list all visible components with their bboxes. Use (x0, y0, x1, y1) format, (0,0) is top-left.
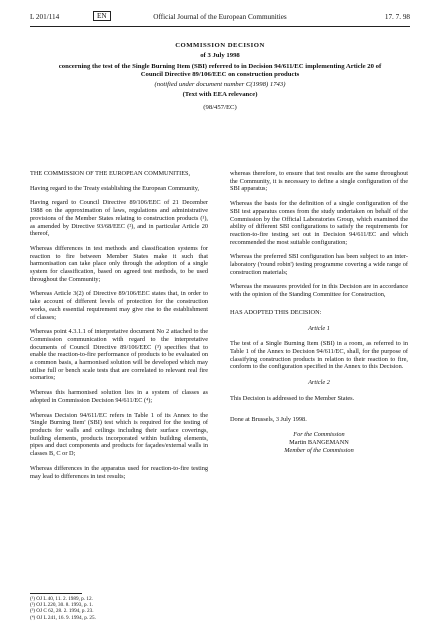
decision-subject: concerning the test of the Single Burning Item (SBI) referred to in Decision 94/611/EC implementing Article 20 of Council Directive 89/106/EEC on construction products (58, 62, 382, 78)
signature-for: For the Commission (293, 431, 345, 439)
journal-title: Official Journal of the European Communities (153, 13, 287, 21)
header-rule (30, 26, 410, 27)
notified-under: (notified under document number C(1998) 1743) (154, 81, 286, 89)
article-2-heading: Article 2 (308, 379, 330, 387)
recital: Whereas the measures provided for in this Decision are in accordance with the opinion of the Standing Committee for Construction, (230, 283, 408, 299)
page-reference: L 201/114 (30, 13, 60, 21)
right-column (230, 170, 408, 454)
recital: Whereas the basis for the definition of a single configuration of the SBI test apparatus comes from the study undertaken on behalf of the Commission by the Official Laboratories Group, which examined the ability of different SBI configurations to satisfy the requirements for reaction-to-fire testing set out in Decision 94/611/EC and which recommended the most suitable configuration; (230, 200, 408, 246)
adoption-statement: HAS ADOPTED THIS DECISION: (230, 308, 322, 316)
language-badge: EN (93, 11, 111, 21)
issue-date: 17. 7. 98 (384, 13, 410, 21)
footnote-rule (30, 593, 82, 594)
recital: Whereas Decision 94/611/EC refers in Table 1 of its Annex to the 'Single Burning Item' (SBI) test which is required for the testing of products for walls and ceilings including their surface coverings, building elements, products incorporated within building elements, pipes and duct components and products for façades/external walls in classes B, C or D; (30, 411, 208, 458)
footnote: (¹) OJ L 40, 11. 2. 1989, p. 12. (30, 596, 93, 602)
recital: Whereas the preferred SBI configuration has been subject to an inter-laboratory ('round robin') testing programme covering a wide range of construction materials; (230, 253, 408, 276)
footnotes (30, 596, 96, 621)
decision-date: of 3 July 1998 (200, 52, 240, 60)
recital: THE COMMISSION OF THE EUROPEAN COMMUNITIES, (30, 170, 191, 177)
decision-title-block (30, 42, 410, 112)
signature-block (230, 431, 408, 454)
recital: Whereas differences in the apparatus used for reaction-to-fire testing may lead to differences in test results; (30, 464, 208, 480)
recital: Having regard to Council Directive 89/106/EEC of 21 December 1988 on the approximation of laws, regulations and administrative provisions of the Member States relating to construction products (¹), as amended by Directive 93/68/EEC (²), and in particular Article 20 thereof, (30, 199, 208, 238)
journal-header (30, 10, 410, 26)
footnote: (⁴) OJ L 241, 16. 9. 1994, p. 25. (30, 614, 96, 621)
recital: whereas therefore, to ensure that test results are the same throughout the Community, it is necessary to define a single configuration of the SBI apparatus; (230, 170, 408, 193)
done-at: Done at Brussels, 3 July 1998. (230, 416, 307, 424)
article-1-heading: Article 1 (308, 324, 330, 332)
article-1-text: The test of a Single Burning Item (SBI) in a room, as referred to in Table 1 of the Annex to Decision 94/611/EC, shall, for the purpose of classifying construction products in relation to their reaction to fire, conform to the configuration specified in the Annex to this Decision. (230, 340, 408, 371)
decision-number: (98/457/EC) (203, 103, 237, 111)
left-column (30, 170, 208, 487)
footnote: (³) OJ C 62, 28. 2. 1994, p. 23. (30, 608, 94, 615)
recital: Whereas differences in test methods and classification systems for reaction to fire between Member States make it such that harmonisation can take place only through the adoption of a single system for classification, based on agreed test methods, to be used throughout the Community; (30, 244, 208, 283)
signature-name: Martin BANGEMANN (289, 438, 349, 446)
article-2-text: This Decision is addressed to the Member States. (230, 394, 355, 402)
recital: Whereas Article 3(2) of Directive 89/106/EEC states that, in order to take account of different levels of protection for the construction works, each essential requirement may give rise to the establishment of classes; (30, 290, 208, 321)
decision-type: COMMISSION DECISION (175, 42, 265, 49)
recital: Whereas point 4.3.1.1 of interpretative document No 2 attached to the Commission communication with regard to the interpretative documents of Council Directive 89/106/EEC (³) specifies that to enable the reaction-to-fire performance of products to be evaluated on a common basis, a harmonised solution will be developed which may utilise full or bench scale tests that are correlated to relevant real fire scenarios; (30, 328, 208, 382)
recital: Having regard to the Treaty establishing the European Community, (30, 184, 200, 192)
footnote: (²) OJ L 220, 30. 8. 1993, p. 1. (30, 602, 94, 609)
recital: Whereas this harmonised solution lies in a system of classes as adopted in Commission Decision 94/611/EC (⁴); (30, 389, 208, 404)
eea-relevance: (Text with EEA relevance) (182, 91, 258, 99)
signature-role: Member of the Commission (284, 446, 354, 454)
